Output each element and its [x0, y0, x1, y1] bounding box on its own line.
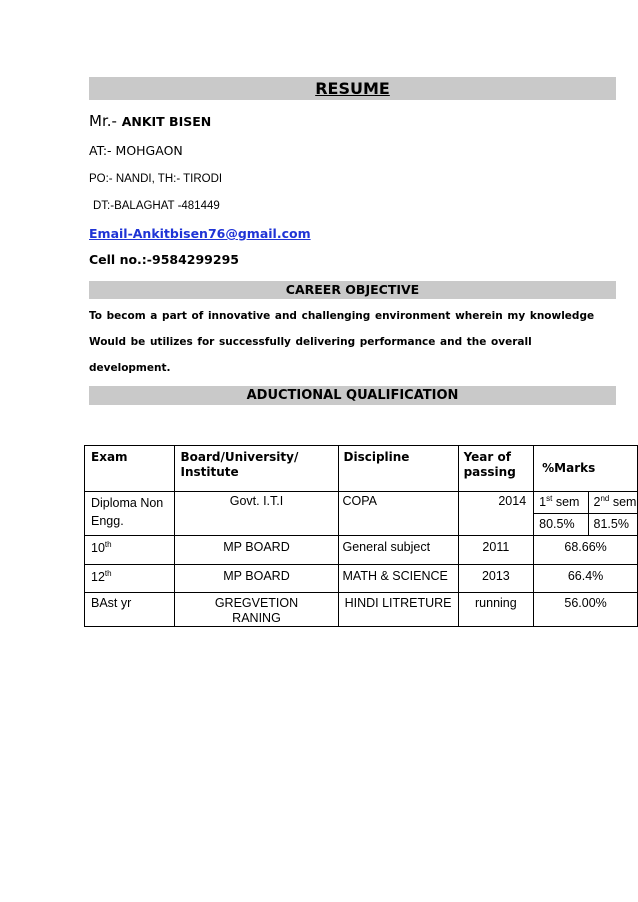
cell-discipline: General subject	[338, 536, 458, 565]
cell-marks: 56.00%	[534, 593, 638, 627]
career-objective-line-3: development.	[89, 362, 171, 374]
career-objective-line-2: Would be utilizes for successfully delivering performance and the overall	[89, 336, 532, 348]
resume-title: RESUME	[89, 77, 616, 100]
cell-sem1-marks: 80.5%	[534, 514, 588, 536]
header-board: Board/University/ Institute	[175, 446, 338, 492]
header-exam: Exam	[85, 446, 175, 492]
email-link[interactable]: Email-Ankitbisen76@gmail.com	[89, 226, 311, 241]
cell-marks: 66.4%	[534, 565, 638, 593]
cell-exam: 12th	[85, 565, 175, 593]
address-at: AT:- MOHGAON	[89, 143, 183, 158]
table-row	[85, 593, 638, 627]
cell-year: 2011	[458, 536, 534, 565]
table-row	[85, 565, 638, 593]
cell-board: MP BOARD	[175, 565, 338, 593]
name-line	[89, 112, 211, 130]
cell-year: 2014	[458, 492, 534, 536]
cell-number: Cell no.:-9584299295	[89, 252, 239, 267]
header-marks: %Marks	[534, 446, 638, 492]
cell-sem2-marks: 81.5%	[588, 514, 638, 536]
table-row	[85, 492, 638, 514]
cell-board: Govt. I.T.I	[175, 492, 338, 536]
address-dt: DT:-BALAGHAT -481449	[93, 200, 220, 212]
cell-board: GREGVETION RANING	[175, 593, 338, 627]
cell-discipline: HINDI LITRETURE	[338, 593, 458, 627]
education-heading: ADUCTIONAL QUALIFICATION	[89, 386, 616, 405]
table-header-row	[85, 446, 638, 492]
cell-sem1-label: 1st sem	[534, 492, 588, 514]
cell-sem2-label: 2nd sem	[588, 492, 638, 514]
cell-board: MP BOARD	[175, 536, 338, 565]
candidate-name: ANKIT BISEN	[121, 114, 212, 129]
cell-exam: Diploma Non Engg.	[85, 492, 175, 536]
career-objective-line-1: To becom a part of innovative and challenging environment wherein my knowledge	[89, 310, 595, 322]
education-table	[84, 445, 638, 627]
cell-marks: 68.66%	[534, 536, 638, 565]
cell-exam: BAst yr	[85, 593, 175, 627]
address-po: PO:- NANDI, TH:- TIRODI	[89, 173, 223, 185]
header-discipline: Discipline	[338, 446, 458, 492]
cell-exam: 10th	[85, 536, 175, 565]
name-prefix: Mr.-	[89, 112, 117, 130]
cell-discipline: COPA	[338, 492, 458, 536]
header-year: Year of passing	[458, 446, 534, 492]
table-row	[85, 536, 638, 565]
cell-year: running	[458, 593, 534, 627]
cell-year: 2013	[458, 565, 534, 593]
career-objective-heading: CAREER OBJECTIVE	[89, 281, 616, 299]
cell-discipline: MATH & SCIENCE	[338, 565, 458, 593]
